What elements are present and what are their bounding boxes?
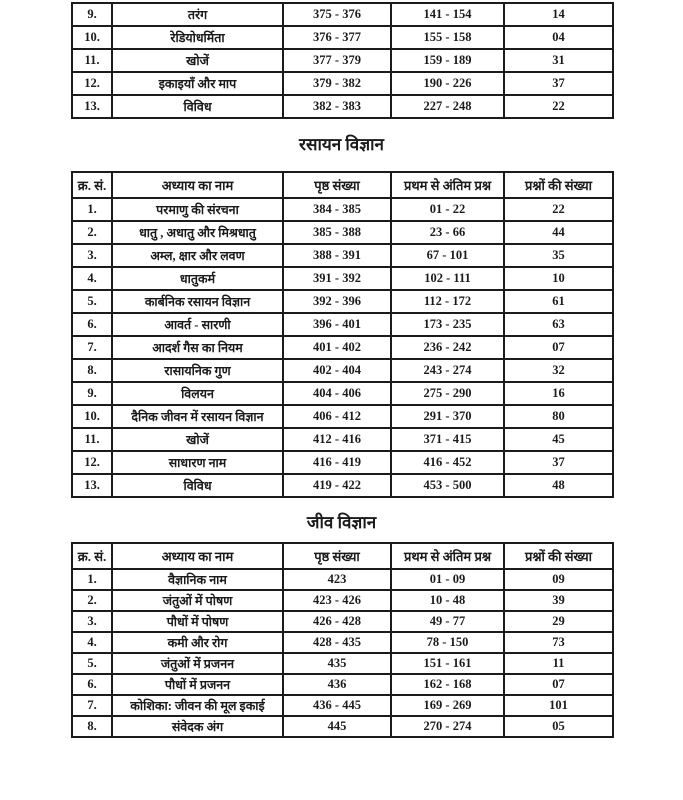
serial-cell: 13.	[72, 95, 112, 118]
page-range-cell: 428 - 435	[283, 632, 391, 653]
table-row	[72, 3, 613, 26]
question-range-cell: 169 - 269	[391, 695, 504, 716]
question-range-cell: 67 - 101	[391, 244, 504, 267]
question-count-cell: 10	[504, 267, 613, 290]
table-row	[72, 290, 613, 313]
question-count-cell: 35	[504, 244, 613, 267]
page-range-cell: 401 - 402	[283, 336, 391, 359]
column-header-page-range-cell: पृष्ठ संख्या	[283, 543, 391, 569]
page-range-cell: 445	[283, 716, 391, 737]
serial-cell: 2.	[72, 221, 112, 244]
table-row	[72, 382, 613, 405]
question-range-cell: 190 - 226	[391, 72, 504, 95]
serial-cell: 12.	[72, 72, 112, 95]
chapter-name-cell: तरंग	[112, 3, 283, 26]
serial-cell: 5.	[72, 290, 112, 313]
chapter-name-cell: विलयन	[112, 382, 283, 405]
page-range-cell: 402 - 404	[283, 359, 391, 382]
table-row	[72, 198, 613, 221]
chapter-name-cell: धातुकर्म	[112, 267, 283, 290]
serial-cell: 11.	[72, 49, 112, 72]
question-count-cell: 09	[504, 569, 613, 590]
page-range-cell: 376 - 377	[283, 26, 391, 49]
chapter-name-cell: कोशिका: जीवन की मूल इकाई	[112, 695, 283, 716]
chapter-name-cell: पौधों में पोषण	[112, 611, 283, 632]
chapter-name-cell: कमी और रोग	[112, 632, 283, 653]
table-row	[72, 632, 613, 653]
table-row	[72, 49, 613, 72]
serial-cell: 5.	[72, 653, 112, 674]
question-count-cell: 04	[504, 26, 613, 49]
question-count-cell: 05	[504, 716, 613, 737]
chapter-name-cell: कार्बनिक रसायन विज्ञान	[112, 290, 283, 313]
table-row	[72, 428, 613, 451]
question-count-cell: 63	[504, 313, 613, 336]
question-range-cell: 10 - 48	[391, 590, 504, 611]
table-row	[72, 26, 613, 49]
section-title-biology: जीव विज्ञान	[306, 513, 377, 532]
chapter-name-cell: विविध	[112, 474, 283, 497]
question-range-cell: 141 - 154	[391, 3, 504, 26]
table-row	[72, 674, 613, 695]
question-count-cell: 80	[504, 405, 613, 428]
table-row	[72, 716, 613, 737]
table-row	[72, 474, 613, 497]
page-range-cell: 396 - 401	[283, 313, 391, 336]
physics-table-continued	[71, 2, 614, 119]
serial-cell: 12.	[72, 451, 112, 474]
page-range-cell: 404 - 406	[283, 382, 391, 405]
question-count-cell: 37	[504, 451, 613, 474]
chapter-name-cell: पौधों में प्रजनन	[112, 674, 283, 695]
question-count-cell: 39	[504, 590, 613, 611]
serial-cell: 9.	[72, 382, 112, 405]
page-range-cell: 382 - 383	[283, 95, 391, 118]
chapter-name-cell: साधारण नाम	[112, 451, 283, 474]
serial-cell: 8.	[72, 716, 112, 737]
question-range-cell: 371 - 415	[391, 428, 504, 451]
column-header-question-range-cell: प्रथम से अंतिम प्रश्न	[391, 543, 504, 569]
chapter-name-cell: रासायनिक गुण	[112, 359, 283, 382]
chemistry-table	[71, 171, 614, 498]
table-row	[72, 221, 613, 244]
chapter-name-cell: धातु , अधातु और मिश्रधातु	[112, 221, 283, 244]
biology-table	[71, 542, 614, 738]
table-row	[72, 405, 613, 428]
question-range-cell: 173 - 235	[391, 313, 504, 336]
question-count-cell: 32	[504, 359, 613, 382]
column-header-serial-cell: क्र. सं.	[72, 172, 112, 198]
question-range-cell: 453 - 500	[391, 474, 504, 497]
serial-cell: 6.	[72, 674, 112, 695]
chapter-name-cell: इकाइयाँ और माप	[112, 72, 283, 95]
chapter-name-cell: संवेदक अंग	[112, 716, 283, 737]
question-range-cell: 23 - 66	[391, 221, 504, 244]
question-count-cell: 14	[504, 3, 613, 26]
question-range-cell: 291 - 370	[391, 405, 504, 428]
serial-cell: 1.	[72, 198, 112, 221]
question-range-cell: 49 - 77	[391, 611, 504, 632]
chapter-name-cell: आदर्श गैस का नियम	[112, 336, 283, 359]
table-row	[72, 359, 613, 382]
physics-table-continued-section	[0, 2, 683, 119]
column-header-chapter-name-cell: अध्याय का नाम	[112, 172, 283, 198]
serial-cell: 2.	[72, 590, 112, 611]
page-range-cell: 384 - 385	[283, 198, 391, 221]
table-row	[72, 695, 613, 716]
chapter-name-cell: जंतुओं में पोषण	[112, 590, 283, 611]
table-row	[72, 244, 613, 267]
question-range-cell: 155 - 158	[391, 26, 504, 49]
serial-cell: 10.	[72, 405, 112, 428]
serial-cell: 13.	[72, 474, 112, 497]
page-range-cell: 391 - 392	[283, 267, 391, 290]
question-range-cell: 01 - 09	[391, 569, 504, 590]
question-count-cell: 07	[504, 336, 613, 359]
question-range-cell: 78 - 150	[391, 632, 504, 653]
question-range-cell: 151 - 161	[391, 653, 504, 674]
chapter-name-cell: खोजें	[112, 49, 283, 72]
question-count-cell: 45	[504, 428, 613, 451]
table-header-row	[72, 543, 613, 569]
table-row	[72, 611, 613, 632]
page-range-cell: 435	[283, 653, 391, 674]
chemistry-table-section	[0, 171, 683, 498]
column-header-serial-cell: क्र. सं.	[72, 543, 112, 569]
page-range-cell: 375 - 376	[283, 3, 391, 26]
page-range-cell: 385 - 388	[283, 221, 391, 244]
table-row	[72, 95, 613, 118]
serial-cell: 1.	[72, 569, 112, 590]
column-header-question-count-cell: प्रश्नों की संख्या	[504, 172, 613, 198]
serial-cell: 8.	[72, 359, 112, 382]
question-range-cell: 227 - 248	[391, 95, 504, 118]
serial-cell: 7.	[72, 695, 112, 716]
page-range-cell: 436	[283, 674, 391, 695]
table-row	[72, 451, 613, 474]
question-range-cell: 159 - 189	[391, 49, 504, 72]
chapter-name-cell: विविध	[112, 95, 283, 118]
section-title-chemistry: रसायन विज्ञान	[299, 135, 384, 154]
biology-table-section	[0, 542, 683, 738]
table-row	[72, 267, 613, 290]
serial-cell: 9.	[72, 3, 112, 26]
table-row	[72, 336, 613, 359]
chapter-name-cell: जंतुओं में प्रजनन	[112, 653, 283, 674]
serial-cell: 6.	[72, 313, 112, 336]
serial-cell: 3.	[72, 611, 112, 632]
serial-cell: 7.	[72, 336, 112, 359]
table-row	[72, 313, 613, 336]
serial-cell: 11.	[72, 428, 112, 451]
column-header-page-range-cell: पृष्ठ संख्या	[283, 172, 391, 198]
question-count-cell: 22	[504, 95, 613, 118]
question-count-cell: 31	[504, 49, 613, 72]
question-range-cell: 416 - 452	[391, 451, 504, 474]
question-range-cell: 275 - 290	[391, 382, 504, 405]
page-range-cell: 377 - 379	[283, 49, 391, 72]
column-header-chapter-name-cell: अध्याय का नाम	[112, 543, 283, 569]
question-count-cell: 29	[504, 611, 613, 632]
serial-cell: 3.	[72, 244, 112, 267]
table-row	[72, 569, 613, 590]
table-header-row	[72, 172, 613, 198]
question-range-cell: 243 - 274	[391, 359, 504, 382]
table-row	[72, 72, 613, 95]
serial-cell: 4.	[72, 267, 112, 290]
page-range-cell: 379 - 382	[283, 72, 391, 95]
column-header-question-count-cell: प्रश्नों की संख्या	[504, 543, 613, 569]
chapter-name-cell: रेडियोधर्मिता	[112, 26, 283, 49]
question-range-cell: 162 - 168	[391, 674, 504, 695]
question-range-cell: 112 - 172	[391, 290, 504, 313]
page-range-cell: 436 - 445	[283, 695, 391, 716]
question-count-cell: 11	[504, 653, 613, 674]
page-range-cell: 426 - 428	[283, 611, 391, 632]
question-count-cell: 48	[504, 474, 613, 497]
page-range-cell: 412 - 416	[283, 428, 391, 451]
question-range-cell: 236 - 242	[391, 336, 504, 359]
question-count-cell: 37	[504, 72, 613, 95]
page-range-cell: 416 - 419	[283, 451, 391, 474]
chapter-name-cell: खोजें	[112, 428, 283, 451]
chapter-name-cell: परमाणु की संरचना	[112, 198, 283, 221]
page-range-cell: 419 - 422	[283, 474, 391, 497]
question-count-cell: 16	[504, 382, 613, 405]
serial-cell: 10.	[72, 26, 112, 49]
page-range-cell: 423	[283, 569, 391, 590]
page-range-cell: 406 - 412	[283, 405, 391, 428]
table-row	[72, 653, 613, 674]
question-count-cell: 101	[504, 695, 613, 716]
question-range-cell: 102 - 111	[391, 267, 504, 290]
chapter-name-cell: दैनिक जीवन में रसायन विज्ञान	[112, 405, 283, 428]
page-range-cell: 388 - 391	[283, 244, 391, 267]
page-range-cell: 423 - 426	[283, 590, 391, 611]
question-count-cell: 61	[504, 290, 613, 313]
question-count-cell: 44	[504, 221, 613, 244]
serial-cell: 4.	[72, 632, 112, 653]
question-count-cell: 22	[504, 198, 613, 221]
question-range-cell: 270 - 274	[391, 716, 504, 737]
chapter-name-cell: आवर्त - सारणी	[112, 313, 283, 336]
column-header-question-range-cell: प्रथम से अंतिम प्रश्न	[391, 172, 504, 198]
question-range-cell: 01 - 22	[391, 198, 504, 221]
table-row	[72, 590, 613, 611]
chapter-name-cell: वैज्ञानिक नाम	[112, 569, 283, 590]
question-count-cell: 73	[504, 632, 613, 653]
question-count-cell: 07	[504, 674, 613, 695]
chapter-name-cell: अम्ल, क्षार और लवण	[112, 244, 283, 267]
page-range-cell: 392 - 396	[283, 290, 391, 313]
